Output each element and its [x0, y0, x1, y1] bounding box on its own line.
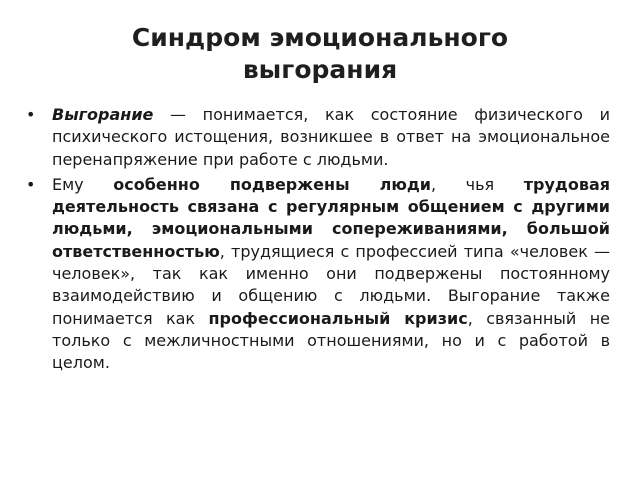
bullet-text: , трудящиеся с профессией типа «человек — человек», так как именно они подвержены постоянному взаимодействию и общению с людьми. Выгорание также понимается как [52, 241, 610, 328]
bullet-text: , чья [431, 174, 524, 194]
bullet-text-bold: профессиональный кризис [208, 308, 468, 328]
bullet-text-bold-italic: Выгорание [52, 105, 154, 124]
bullet-text: Ему [52, 174, 114, 194]
bullet-text: , связанный не только с межличностными отношениями, но и с работой в целом. [52, 308, 611, 373]
bullet-dot-icon: • [26, 105, 36, 124]
slide-title: Синдром эмоционального выгорания [131, 23, 509, 84]
bullet-text-bold: трудовая деятельность связана с регулярным общением с другими людьми, эмоциональными сопереживаниями, большой ответственностью [52, 174, 611, 261]
bullet-item [24, 174, 610, 375]
bullet-text: — понимается, как состояние физического и психического истощения, возникшее в ответ на эмоциональное перенапряжение при работе с людьми. [52, 105, 610, 169]
bullet-item [24, 104, 610, 171]
bullet-list [24, 104, 610, 378]
bullet-dot-icon: • [26, 174, 36, 194]
bullet-text-bold: особенно подвержены люди [113, 174, 432, 194]
